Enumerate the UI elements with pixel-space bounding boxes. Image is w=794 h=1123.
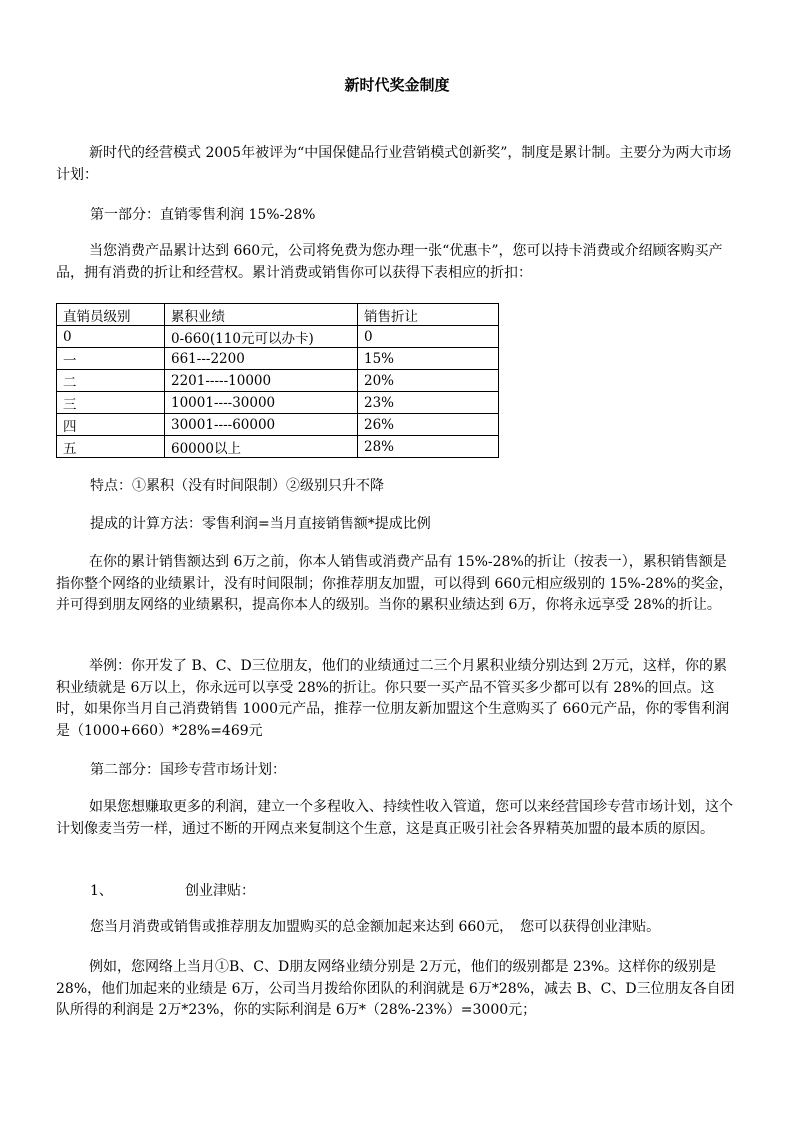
intro-paragraph: 新时代的经营模式 2005年被评为“中国保健品行业营销模式创新奖”，制度是累计制。主要分为两大市场计划： — [56, 145, 732, 183]
performance-cell: 2201-----10000 — [165, 370, 358, 392]
calculation-method-line: 提成的计算方法：零售利润=当月直接销售额*提成比例 — [90, 516, 431, 532]
discount-table — [56, 303, 499, 458]
table-header-cell: 直销员级别 — [57, 304, 165, 326]
table-header-cell: 销售折让 — [358, 304, 499, 326]
level-cell: 二 — [57, 370, 165, 392]
table-row — [57, 326, 499, 348]
discount-cell: 0 — [358, 326, 499, 348]
table-row — [57, 436, 499, 458]
table-header-cell: 累积业绩 — [165, 304, 358, 326]
level-cell: 三 — [57, 392, 165, 414]
performance-cell: 0-660(110元可以办卡) — [165, 326, 358, 348]
accumulate-paragraph: 在你的累计销售额达到 6万之前，你本人销售或消费产品有 15%-28%的折让（按表一），累积销售额是指你整个网络的业绩累计，没有时间限制；你推荐朋友加盟，可以得到 660元相应级别的 15%-28%的奖金，并可得到朋友网络的业绩累积，提高你本人的级别。当你的累积业绩达到 6万，你将永远享受 28%的折让。 — [56, 554, 733, 613]
item1-number: 1、 — [90, 883, 113, 899]
performance-cell: 30001----60000 — [165, 414, 358, 436]
level-cell: 四 — [57, 414, 165, 436]
table-row — [57, 370, 499, 392]
part2-heading: 第二部分：国珍专营市场计划： — [90, 762, 286, 778]
table-row — [57, 392, 499, 414]
discount-cell: 15% — [358, 348, 499, 370]
document-title: 新时代奖金制度 — [344, 76, 450, 94]
discount-cell: 26% — [358, 414, 499, 436]
discount-cell: 20% — [358, 370, 499, 392]
item1-label: 创业津贴： — [185, 883, 255, 899]
table-row — [57, 348, 499, 370]
example2-paragraph: 例如，您网络上当月①B、C、D朋友网络业绩分别是 2万元，他们的级别都是 23%。这样你的级别是 28%，他们加起来的业绩是 6万，公司当月拨给你团队的利润就是 6万*28%，减去 B、C、D三位朋友各自团队所得的利润是 2万*23%，你的实际利润是 6万*（28%-23%）=3000元； — [56, 959, 735, 1018]
performance-cell: 60000以上 — [165, 436, 358, 458]
example-paragraph: 举例：你开发了 B、C、D三位朋友，他们的业绩通过二三个月累积业绩分别达到 2万元，这样，你的累积业绩就是 6万以上，你永远可以享受 28%的折让。你只要一买产品不管买多少都可以有 28%的回点。这时，如果你当月自己消费销售 1000元产品，推荐一位朋友新加盟这个生意购买了 660元产品，你的零售利润是（1000+660）*28%=469元 — [56, 658, 730, 739]
level-cell: 一 — [57, 348, 165, 370]
level-cell: 0 — [57, 326, 165, 348]
table-header-row — [57, 304, 499, 326]
part1-heading: 第一部分：直销零售利润 15%-28% — [90, 207, 316, 223]
part2-paragraph: 如果您想赚取更多的利润，建立一个多程收入、持续性收入管道，您可以来经营国珍专营市场计划，这个计划像麦当劳一样，通过不断的开网点来复制这个生意，这是真正吸引社会各界精英加盟的最本质的原因。 — [56, 799, 733, 837]
performance-cell: 661---2200 — [165, 348, 358, 370]
performance-cell: 10001----30000 — [165, 392, 358, 414]
item1-paragraph: 您当月消费或销售或推荐朋友加盟购买的总金额加起来达到 660元， 您可以获得创业津贴。 — [90, 919, 661, 935]
table-row — [57, 414, 499, 436]
discount-cell: 28% — [358, 436, 499, 458]
level-cell: 五 — [57, 436, 165, 458]
discount-cell: 23% — [358, 392, 499, 414]
features-line: 特点：①累积（没有时间限制）②级别只升不降 — [90, 478, 384, 494]
part1-paragraph: 当您消费产品累计达到 660元，公司将免费为您办理一张“优惠卡”，您可以持卡消费或介绍顾客购买产品，拥有消费的折让和经营权。累计消费或销售你可以获得下表相应的折扣： — [56, 243, 723, 281]
